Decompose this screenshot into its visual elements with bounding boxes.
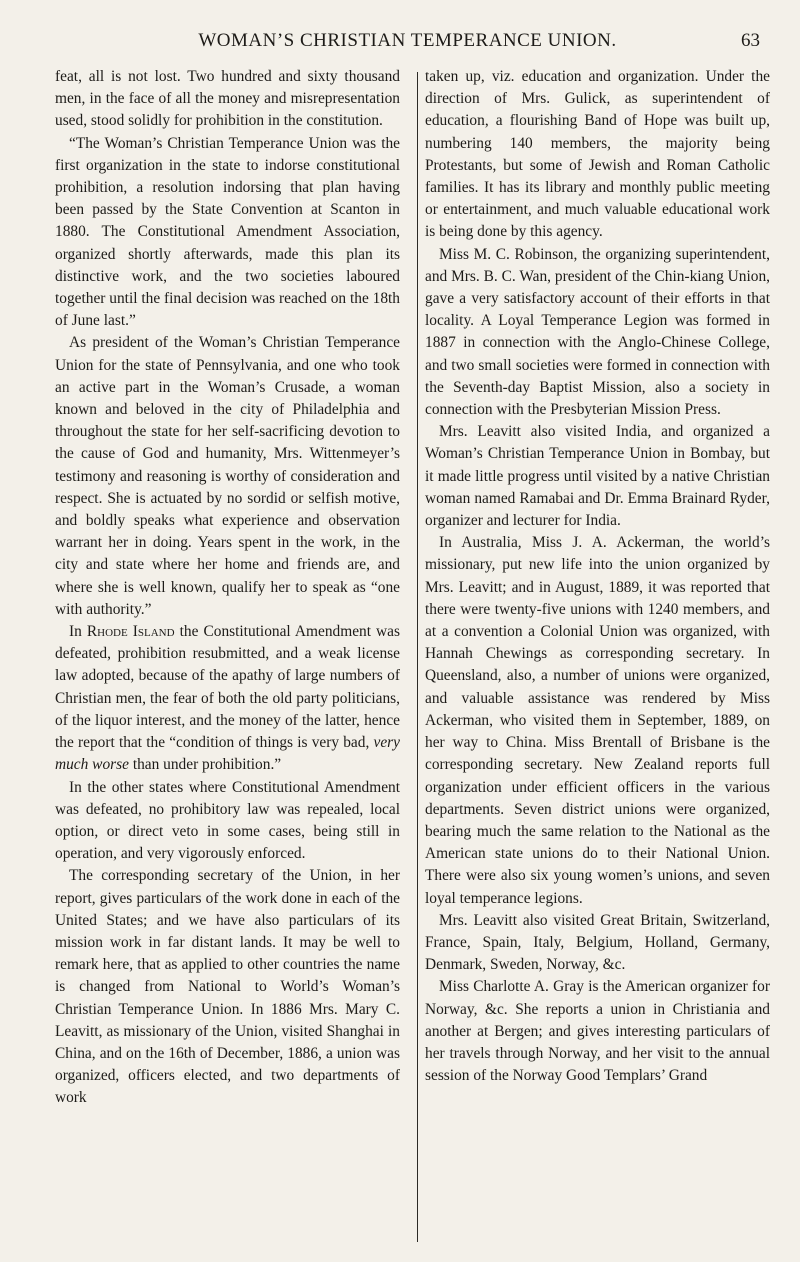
rhode-island-label: Rhode Island (86, 623, 175, 641)
paragraph: The corresponding secretary of the Union, in her report, gives particulars of the work done in each of the United States; and we have also particulars of its mission work in far distant lands. It may be well to remark here, that as applied to other countries the name is changed from National to World’s Woman’s Christian Temperance Union. In 1886 Mrs. Mary C. Leavitt, as missionary of the Union, visited Shanghai in China, and on the 16th of December, 1886, a union was organized, officers elected, and two departments of work (55, 867, 400, 1107)
paragraph-rhode-island: In Rhode Island the Constitutional Amendment was defeated, prohibition resubmitted, and a weak license law adopted, because of the apathy of large numbers of Christian men, the fear of both the old party politicians, of the liquor interest, and the money of the latter, hence the report that the “condition of things is very bad, very much worse than under prohibition.” (55, 623, 400, 774)
paragraph: Mrs. Leavitt also visited Great Britain, Switzerland, France, Spain, Italy, Belgium, Holland, Germany, Denmark, Sweden, Norway, &c. (425, 911, 770, 974)
running-title: WOMAN’S CHRISTIAN TEMPERANCE UNION. (198, 30, 617, 51)
paragraph: taken up, viz. education and organization. Under the direction of Mrs. Gulick, as superintendent of education, a flourishing Band of Hope was built up, numbering 140 members, the majority being Protestants, but some of Jewish and Roman Catholic families. It has its library and monthly public meeting or entertainment, and much valuable educational work is being done by this agency. (425, 68, 770, 241)
left-column (55, 66, 400, 1246)
page-header (55, 30, 760, 54)
paragraph: “The Woman’s Christian Temperance Union was the first organization in the state to indorse constitutional prohibition, a resolution indorsing that plan having been passed by the State Convention at Scanton in 1880. The Constitutional Amendment Association, organized shortly afterwards, made this plan its distinctive work, and the two societies laboured together until the final decision was reached on the 18th of June last.” (55, 134, 400, 330)
paragraph: In the other states where Constitutional Amendment was defeated, no prohibitory law was repealed, local option, or direct veto in some cases, being still in operation, and very vigorously enforced. (55, 778, 400, 863)
page-number: 63 (741, 30, 760, 51)
paragraph: In Australia, Miss J. A. Ackerman, the world’s missionary, put new life into the union organized by Mrs. Leavitt; and in August, 1889, it was reported that there were twenty-five unions with 1240 members, and at a convention a Colonial Union was organized, with Hannah Chewings as corresponding secretary. In Queensland, also, a number of unions were organized, and valuable assistance was rendered by Miss Ackerman, who visited them in September, 1889, on her way to China. Miss Brentall of Brisbane is the corresponding secretary. New Zealand reports full organization under efficient officers in the various departments. Seven district unions were organized, bearing much the same relation to the National as the American state unions do to their National Union. There were also six young women’s unions, and seven loyal temperance legions. (425, 534, 770, 907)
paragraph: As president of the Woman’s Christian Temperance Union for the state of Pennsylvania, and one who took an active part in the Woman’s Crusade, a woman known and beloved in the city of Philadelphia and throughout the state for her self-sacrificing devotion to the cause of God and humanity, Mrs. Wittenmeyer’s testimony and reasoning is worthy of consideration and respect. She is actuated by no sordid or selfish motive, and boldly speaks what experience and observation warrant her in doing. Years spent in the work, in the city and state where her home and friends are, and where she is well known, qualify her to speak as “one with authority.” (55, 334, 400, 618)
paragraph-text: than under prohibition.” (128, 756, 282, 774)
paragraph: Mrs. Leavitt also visited India, and organized a Woman’s Christian Temperance Union in Bombay, but it made little progress until visited by a native Christian woman named Ramabai and Dr. Emma Brainard Ryder, organizer and lecturer for India. (425, 423, 770, 530)
paragraph: Miss M. C. Robinson, the organizing superintendent, and Mrs. B. C. Wan, president of the Chin-kiang Union, gave a very satisfactory account of their efforts in that locality. A Loyal Temperance Legion was formed in 1887 in connection with the Anglo-Chinese College, and two small societies were formed in connection with the Seventh-day Baptist Mission, also a society in connection with the Presbyterian Mission Press. (425, 245, 770, 419)
paragraph: feat, all is not lost. Two hundred and sixty thousand men, in the face of all the money and misrepresentation used, stood solidly for prohibition in the constitution. (55, 68, 400, 130)
text-columns (55, 66, 770, 1246)
paragraph: Miss Charlotte A. Gray is the American organizer for Norway, &c. She reports a union in Christiania and another at Bergen; and gives interesting particulars of her travels through Norway, and her visit to the annual session of the Norway Good Templars’ Grand (425, 978, 770, 1085)
paragraph-text: the Constitutional Amendment was defeated, prohibition resubmitted, and a weak license law adopted, because of the apathy of large numbers of Christian men, the fear of both the old party politicians, of the liquor interest, and the money of the latter, hence the report that the “condition of things is very bad, (55, 623, 400, 752)
right-column (425, 66, 770, 1246)
emphasis-text: very much worse (55, 734, 400, 774)
